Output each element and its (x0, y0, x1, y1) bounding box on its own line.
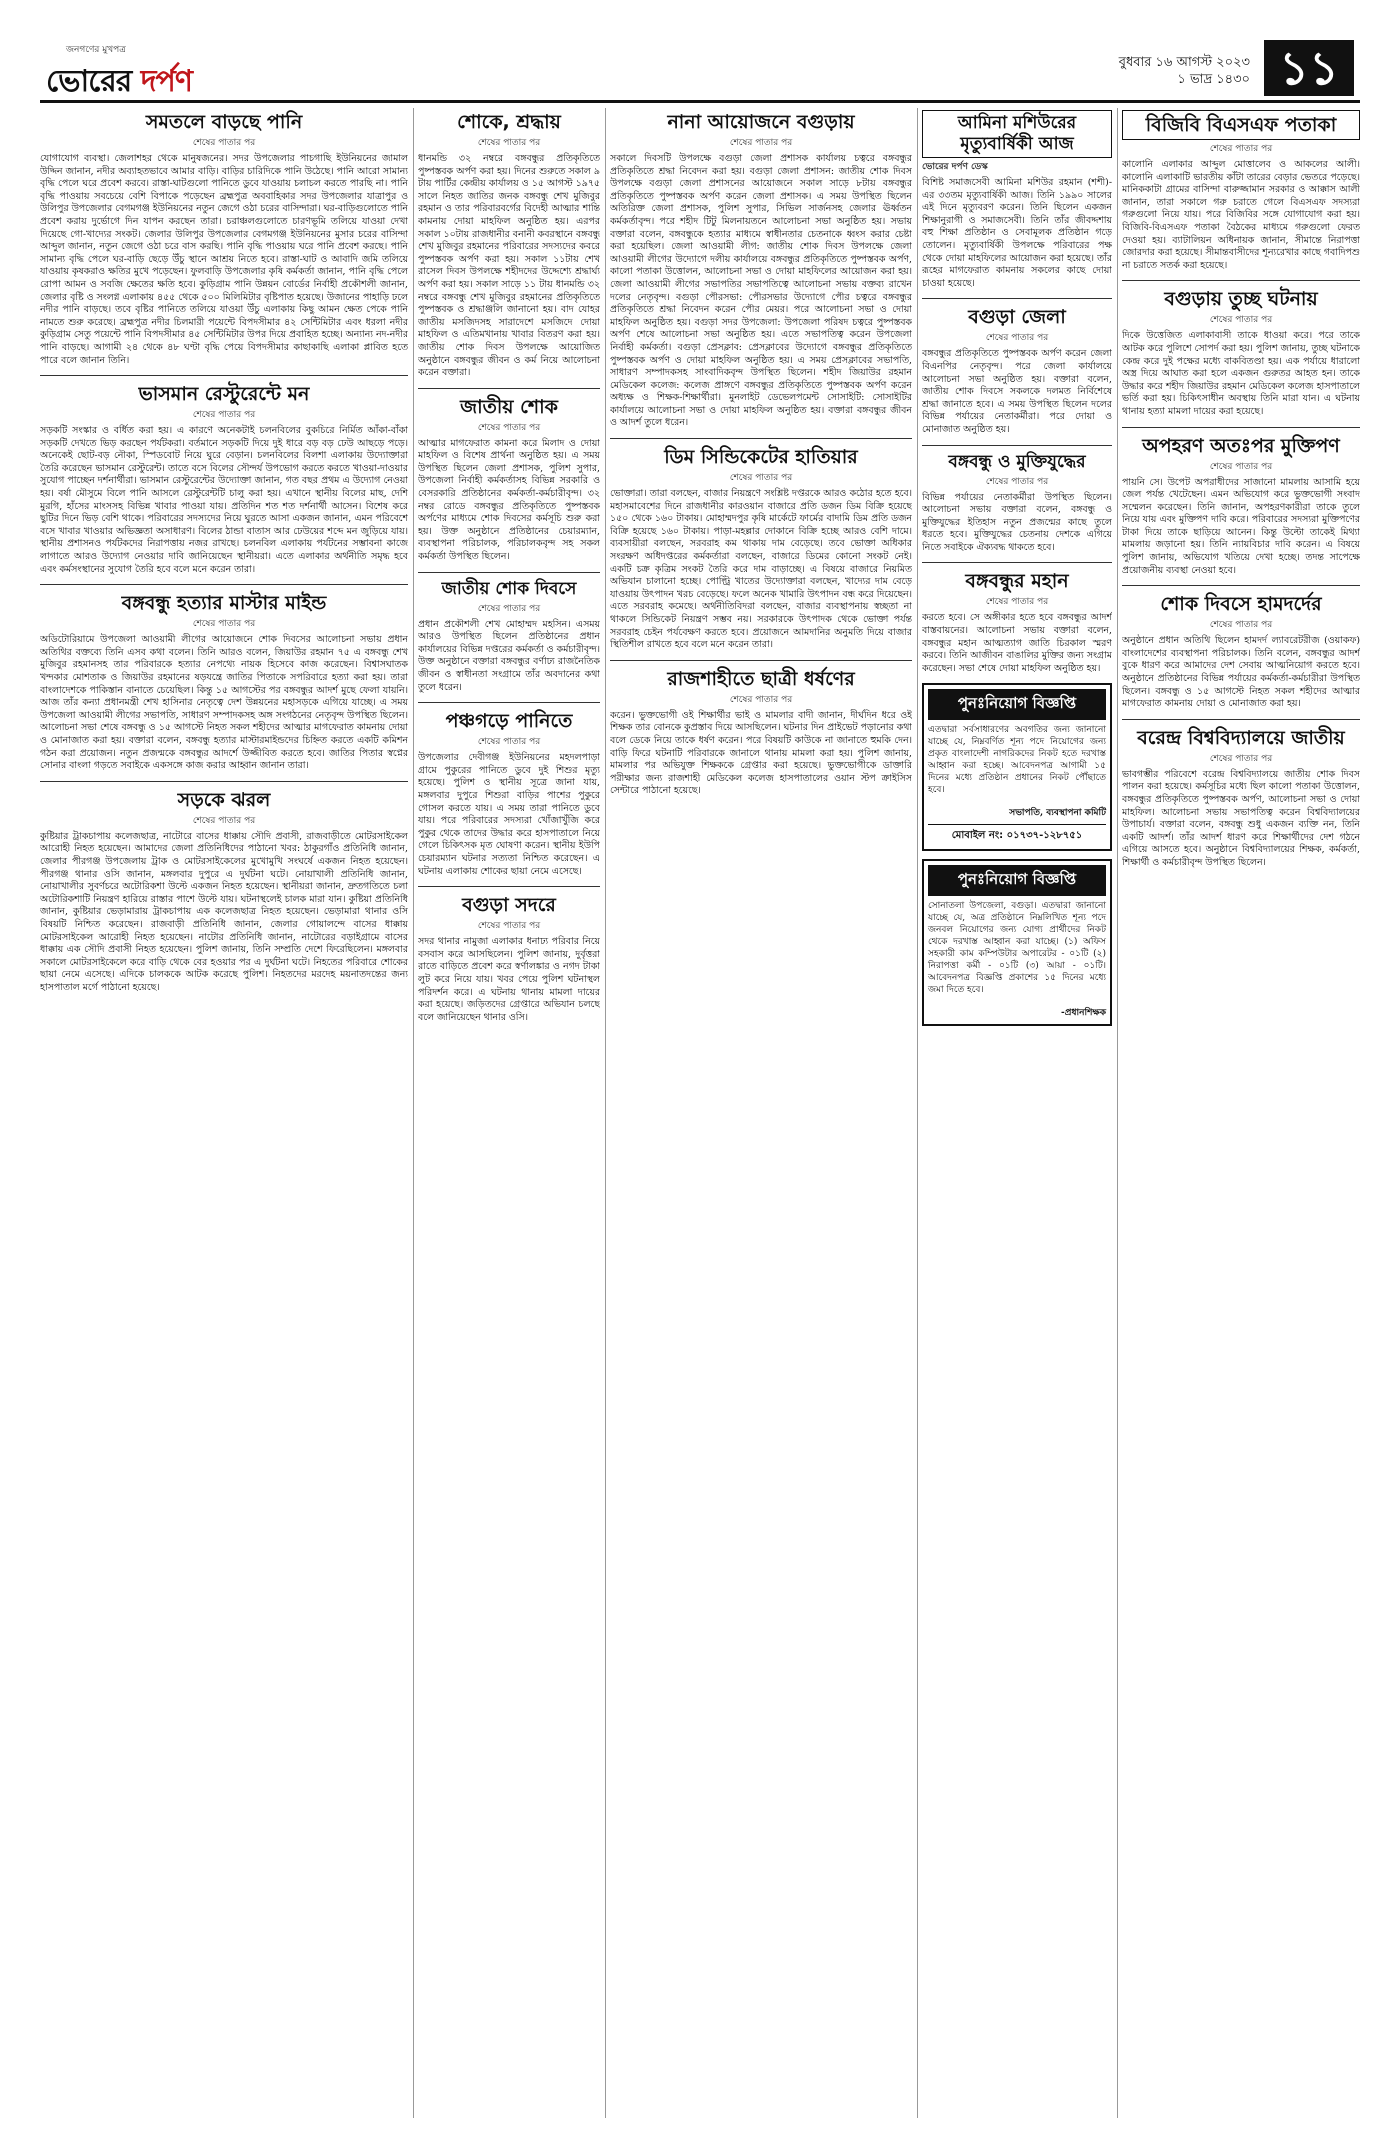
notice-signature: সভাপতি, ব্যবস্থাপনা কমিটি (1009, 808, 1106, 819)
article-liberation-war (922, 452, 1112, 555)
article-shoke-shraddhay (418, 110, 600, 380)
divider (418, 886, 600, 887)
divider (1122, 427, 1360, 428)
article-continued: শেষের পাতার পর (1209, 315, 1273, 326)
article-body: ধানমন্ডি ৩২ নম্বরে বঙ্গবন্ধুর প্রতিকৃতিতে পুষ্পস্তবক অর্পণ করা হয়। দিনের শুরুতে সকাল ৯ টায় পার্টির কেন্দ্রীয় কার্যালয় ও ১৫ আগস্ট ১৯৭৫ সালে নিহত জাতির জনক বঙ্গবন্ধু শেখ মুজিবুর রহমান ও তার পরিবারবর্গের বিদেহী আত্মার শান্তি কামনায় দোয়া মাহফিল অনুষ্ঠিত হয়। এরপর সকাল ১০টায় রাজধানীর বনানী কবরস্থানে বঙ্গবন্ধু শেখ মুজিবুর রহমানের পরিবারের সদস্যদের কবরে পুষ্পস্তবক অর্পণ করা হয়। সকাল ১১টায় শেখ রাসেল দিবস উপলক্ষে শহীদদের উদ্দেশ্যে শ্রদ্ধার্ঘ্য অর্পণ করা হয়। সকাল সাড়ে ১১ টায় ধানমন্ডি ৩২ নম্বরে বঙ্গবন্ধু শেখ মুজিবুর রহমানের প্রতিকৃতিতে পুষ্পস্তবক ও শ্রদ্ধাঞ্জলি জানানো হয়। বাদ যোহর জাতীয় মসজিদসহ সারাদেশে মসজিদে দোয়া মাহফিল ও এতিমখানায় খাবার বিতরণ করা হয়। জাতীয় শোক দিবস উপলক্ষে আয়োজিত অনুষ্ঠানে বঙ্গবন্ধুর জীবন ও কর্ম নিয়ে আলোচনা করেন বক্তারা। (418, 153, 600, 379)
divider (40, 584, 408, 585)
article-headline: সমতলে বাড়ছে পানি (145, 111, 303, 133)
notice-signature: -প্রধানশিক্ষক (1061, 1008, 1106, 1019)
article-body: অনুষ্ঠানে প্রধান অতিথি ছিলেন হামদর্দ ল্যাবরেটরীজ (ওয়াকফ) বাংলাদেশের ব্যবস্থাপনা পরিচালক। তিনি বলেন, বঙ্গবন্ধুর আদর্শ বুকে ধারণ করে আমাদের দেশ সেবায় আত্মনিয়োগ করতে হবে। অনুষ্ঠানে প্রতিষ্ঠানের বিভিন্ন পর্যায়ের কর্মকর্তা-কর্মচারীরা উপস্থিত ছিলেন। বঙ্গবন্ধু ও ১৫ আগস্টে নিহত সকল শহীদের আত্মার মাগফেরাত কামনায় দোয়া ও মোনাজাত করা হয়। (1122, 635, 1360, 710)
column-divider (1117, 108, 1118, 2118)
article-body: দিকে উত্তেজিত এলাকাবাসী তাকে ধাওয়া করে। পরে তাকে আটক করে পুলিশে সোপর্দ করা হয়। পুলিশ জানায়, তুচ্ছ ঘটনাকে কেন্দ্র করে দুই পক্ষের মধ্যে বাকবিতণ্ডা হয়। এক পর্যায়ে ধারালো অস্ত্র দিয়ে আঘাত করা হলে একজন গুরুতর আহত হন। তাকে উদ্ধার করে শহীদ জিয়াউর রহমান মেডিকেল কলেজ হাসপাতালে ভর্তি করা হয়। চিকিৎসাধীন অবস্থায় তিনি মারা যান। এ ঘটনায় থানায় হত্যা মামলা দায়ের করা হয়েছে। (1122, 330, 1360, 417)
article-headline: সড়কে ঝরল (177, 788, 271, 811)
article-headline: জাতীয় শোক (460, 395, 558, 418)
article-continued: শেষের পাতার পর (477, 138, 541, 148)
article-body: সড়কটি সংস্কার ও বর্ধিত করা হয়। এ কারণে অনেকটাই চলনবিলের বুকচিরে নির্মিত আঁকা-বাঁকা সড়কটি দেখতে ভিড় করছেন পর্যটকরা। বর্তমানে সড়কটি দিয়ে দুই ধারে বড় বড় ঢেউ আছড়ে পড়ে। অনেকেই ছোট-বড় নৌকা, স্পিডবোট নিয়ে ঘুরে বেড়ান। চলনবিলের বিলশা এলাকায় উদ্যোক্তারা তৈরি করেছেন ভাসমান রেস্টুরেন্ট। তাতে বসে বিলের সৌন্দর্য উপভোগ করতে করতে খাওয়া-দাওয়ার সুযোগ পাচ্ছেন দর্শনার্থীরা। ভাসমান রেস্টুরেন্টের উদ্যোক্তা জানান, গত বছর প্রথম এ উদ্যোগ নেওয়া হয়। বর্ষা মৌসুমে বিলে পানি আসলে রেস্টুরেন্টটি চালু করা হয়। এখানে স্থানীয় বিলের মাছ, দেশি মুরগি, হাঁসের মাংসসহ বিভিন্ন খাবার পাওয়া যায়। প্রতিদিন শত শত দর্শনার্থী আসেন। বিশেষ করে ছুটির দিনে ভিড় বেশি থাকে। পরিবারের সদস্যদের নিয়ে ঘুরতে আসা একজন জানান, এমন পরিবেশে বসে খাবার খাওয়ার অভিজ্ঞতা অসাধারণ। বিলের ঠান্ডা বাতাস আর ঢেউয়ের শব্দে মন জুড়িয়ে যায়। স্থানীয় প্রশাসনও পর্যটকদের নিরাপত্তায় নজর রাখছে। চলনবিল এলাকায় পর্যটনের সম্ভাবনা কাজে লাগাতে আরও উদ্যোগ নেওয়ার দাবি জানিয়েছেন স্থানীয়রা। এতে এলাকার অর্থনীতি সমৃদ্ধ হবে এবং কর্মসংস্থানের সুযোগ তৈরি হবে বলে মনে করেন তারা। (40, 425, 408, 575)
article-body: করতে হবে। সে অঙ্গীকার হতে হবে বঙ্গবন্ধুর আদর্শ বাস্তবায়নের। আলোচনা সভায় বক্তারা বলেন, বঙ্গবন্ধুর মহান আত্মত্যাগ জাতি চিরকাল স্মরণ করবে। তিনি আজীবন বাঙালির মুক্তির জন্য সংগ্রাম করেছেন। সভা শেষে দোয়া মাহফিল অনুষ্ঠিত হয়। (922, 612, 1112, 674)
article-headline: বিজিবি বিএসএফ পতাকা (1122, 110, 1360, 140)
article-continued: শেষের পাতার পর (192, 138, 256, 148)
divider (40, 781, 408, 782)
divider (610, 660, 912, 661)
article-road-accident (40, 788, 408, 995)
article-headline: নানা আয়োজনে বগুড়ায় (667, 111, 855, 133)
article-bangabandhu-great (922, 569, 1112, 675)
article-body: বঙ্গবন্ধুর প্রতিকৃতিতে পুষ্পস্তবক অর্পণ করেন জেলা বিএনপির নেতৃবৃন্দ। পরে জেলা কার্যালয়ে আলোচনা সভা অনুষ্ঠিত হয়। বক্তারা বলেন, জাতীয় শোক দিবসে সকলকে দলমত নির্বিশেষে শ্রদ্ধা জানাতে হবে। এ সময় উপস্থিত ছিলেন দলের বিভিন্ন পর্যায়ের নেতাকর্মীরা। পরে দোয়া ও মোনাজাত অনুষ্ঠিত হয়। (922, 348, 1112, 435)
article-hamdard (1122, 592, 1360, 711)
issue-dates (1119, 54, 1250, 88)
article-shok-dibose (418, 579, 600, 695)
column-1 (40, 108, 408, 2118)
article-body: আত্মার মাগফেরাত কামনা করে মিলাদ ও দোয়া মাহফিল ও বিশেষ প্রার্থনা অনুষ্ঠিত হয়। এ সময় উপস্থিত ছিলেন জেলা প্রশাসক, পুলিশ সুপার, উপজেলা নির্বাহী কর্মকর্তাসহ বিভিন্ন সরকারি ও বেসরকারি প্রতিষ্ঠানের কর্মকর্তা-কর্মচারীবৃন্দ। ৩২ নম্বর রোডে বঙ্গবন্ধুর প্রতিকৃতিতে পুষ্পস্তবক অর্পণের মাধ্যমে শোক দিবসের কর্মসূচি শুরু করা হয়। উক্ত অনুষ্ঠানে প্রতিষ্ঠানের চেয়ারম্যান, ব্যবস্থাপনা পরিচালক, পরিচালকবৃন্দ সহ সকল কর্মকর্তা উপস্থিত ছিলেন। (418, 437, 600, 563)
article-bgb-bsf (1122, 110, 1360, 272)
article-headline: অপহরণ অতঃপর মুক্তিপণ (1142, 434, 1340, 457)
issue-date-bangla: ১ ভাদ্র ১৪৩০ (1177, 72, 1250, 87)
masthead (40, 40, 1360, 103)
notice-mobile: মোবাইল নং: ০১৭৩৭-১২৮৭৫১ (928, 824, 1106, 845)
article-headline: বগুড়ায় তুচ্ছ ঘটনায় (1164, 288, 1318, 311)
article-somotole (40, 110, 408, 367)
article-mastermind (40, 591, 408, 773)
column-5 (1122, 108, 1360, 2118)
article-body: উপজেলার দেবীগঞ্জ ইউনিয়নের মহদলপাড়া গ্রামে পুকুরের পানিতে ডুবে দুই শিশুর মৃত্যু হয়েছে। পুলিশ ও স্থানীয় সূত্রে জানা যায়, মঙ্গলবার দুপুরে শিশুরা বাড়ির পাশের পুকুরে গোসল করতে যায়। এ সময় তারা পানিতে ডুবে যায়। পরে পরিবারের সদস্যরা খোঁজাখুঁজি করে পুকুর থেকে তাদের উদ্ধার করে হাসপাতালে নিয়ে গেলে চিকিৎসক মৃত ঘোষণা করেন। স্থানীয় ইউপি চেয়ারম্যান ঘটনার সত্যতা নিশ্চিত করেছেন। এ ঘটনায় এলাকায় শোকের ছায়া নেমে এসেছে। (418, 752, 600, 877)
article-rajshahi (610, 667, 912, 798)
article-body: সদর থানার নামুজা এলাকার ধনাঢ্য পরিবার নিয়ে বসবাস করে আসছিলেন। পুলিশ জানায়, দুর্বৃত্তরা রাতে বাড়িতে প্রবেশ করে স্বর্ণালঙ্কার ও নগদ টাকা লুট করে নিয়ে যায়। খবর পেয়ে পুলিশ ঘটনাস্থল পরিদর্শন করে। এ ঘটনায় থানায় মামলা দায়ের করা হয়েছে। জড়িতদের গ্রেপ্তারে অভিযান চলছে বলে জানিয়েছেন থানার ওসি। (418, 936, 600, 1023)
article-floating-restaurant (40, 382, 408, 576)
article-bogura-sadar (418, 893, 600, 1024)
article-headline: ডিম সিন্ডিকেটের হাতিয়ার (664, 446, 858, 469)
article-continued: শেষের পাতার পর (477, 603, 541, 614)
article-continued: শেষের পাতার পর (1209, 753, 1273, 764)
article-body: পায়নি সে। উপেট অপরাধীদের সাজানো মামলায় আসামি হয়ে জেল পর্যন্ত খেটেছেন। এমন অভিযোগ করে ভুক্তভোগী সংবাদ সম্মেলন করেছেন। তিনি জানান, অপহরণকারীরা তাকে তুলে নিয়ে যায় এবং মুক্তিপণ দাবি করে। পরিবারের সদস্যরা মুক্তিপণের টাকা দিয়ে তাকে ছাড়িয়ে আনেন। কিন্তু উল্টো তাকেই মিথ্যা মামলায় জড়ানো হয়। তিনি ন্যায়বিচার দাবি করেন। এ বিষয়ে পুলিশ জানায়, অভিযোগ খতিয়ে দেখা হচ্ছে। তদন্ত সাপেক্ষে প্রয়োজনীয় ব্যবস্থা নেওয়া হবে। (1122, 476, 1360, 576)
article-body: কালোনি এলাকার আব্দুল মোত্তালেব ও আকলের আলী। কালোনি এলাকাটি ভারতীয় কাঁটা তারের বেড়ার ভেতরে পড়েছে। মানিককাটা গ্রামের বাসিন্দা বারুজ্জামান সরকার ও আক্কাস আলী জানান, তারা সকালে গরু চরাতে গেলে বিএসএফ সদস্যরা গরুগুলো নিয়ে যায়। পরে বিজিবির সঙ্গে যোগাযোগ করা হয়। বিজিবি-বিএসএফ পতাকা বৈঠকের মাধ্যমে গরুগুলো ফেরত দেওয়া হয়। ব্যাটালিয়ন অধিনায়ক জানান, সীমান্তে নিরাপত্তা জোরদার করা হয়েছে। সীমান্তবাসীদের শূন্যরেখার কাছে গবাদিপশু না চরাতে সতর্ক করা হয়েছে। (1122, 159, 1360, 271)
column-3 (610, 108, 912, 2118)
article-headline: শোক দিবসে হামদর্দের (1160, 593, 1322, 616)
article-body: অডিটোরিয়ামে উপজেলা আওয়ামী লীগের আয়োজনে শোক দিবসের আলোচনা সভায় প্রধান অতিথির বক্তব্যে তিনি এসব কথা বলেন। তিনি আরও বলেন, জিয়াউর রহমান ৭৫ এ বঙ্গবন্ধু শেখ মুজিবুর রহমানসহ তার পরিবারকে হত্যার নেপথ্যে নায়ক হিসেবে কাজ করেছেন। বিশ্বাসঘাতক খন্দকার মোশতাক ও জিয়াউর রহমানের ষড়যন্ত্রে জাতির পিতাকে সপরিবারে হত্যা করা হয়। তারা বাংলাদেশকে পাকিস্তান বানাতে চেয়েছিল। কিন্তু ১৫ আগস্টের পর বঙ্গবন্ধুর আদর্শ মুছে ফেলা যায়নি। আজ তাঁর কন্যা প্রধানমন্ত্রী শেখ হাসিনার নেতৃত্বে দেশ উন্নয়নের মহাসড়কে এগিয়ে যাচ্ছে। এ সময় উপজেলা আওয়ামী লীগের সভাপতি, সাধারণ সম্পাদকসহ অঙ্গ সংগঠনের নেতৃবৃন্দ উপস্থিত ছিলেন। আলোচনা সভা শেষে বঙ্গবন্ধু ও ১৫ আগস্টে নিহত সকল শহীদের আত্মার মাগফেরাত কামনায় দোয়া ও মোনাজাত করা হয়। বক্তারা বলেন, বঙ্গবন্ধু হত্যার মাস্টারমাইন্ডদের চিহ্নিত করতে একটি কমিশন গঠন করা প্রয়োজন। নতুন প্রজন্মকে বঙ্গবন্ধুর আদর্শে উজ্জীবিত করতে হবে। জাতির পিতার স্বপ্নের সোনার বাংলা গড়তে সবাইকে একসঙ্গে কাজ করার আহ্বান জানান তারা। (40, 634, 408, 772)
article-headline: শোকে, শ্রদ্ধায় (457, 111, 561, 133)
article-continued: শেষের পাতার পর (192, 815, 256, 826)
article-continued: শেষের পাতার পর (985, 333, 1049, 344)
article-egg-syndicate (610, 445, 912, 652)
article-bogura-trivial (1122, 287, 1360, 418)
divider (1122, 280, 1360, 281)
divider (922, 445, 1112, 446)
article-continued: শেষের পাতার পর (729, 473, 793, 484)
article-panchagarh (418, 709, 600, 878)
article-continued: শেষের পাতার পর (1209, 144, 1273, 154)
divider (418, 572, 600, 573)
article-continued: শেষের পাতার পর (729, 694, 793, 705)
issue-date: বুধবার ১৬ আগস্ট ২০২৩ (1118, 55, 1250, 70)
recruitment-notice (922, 859, 1112, 1026)
article-continued: শেষের পাতার পর (729, 138, 793, 148)
article-headline: রাজশাহীতে ছাত্রী ধর্ষণের (667, 667, 855, 690)
article-body: কুষ্টিয়ার ট্রাকচাপায় কলেজছাত্র, নাটোরে বাসের ধাক্কায় সৌদি প্রবাসী, রাজবাড়ীতে মোটরসাইকেল আরোহী নিহত হয়েছেন। আমাদের জেলা প্রতিনিধিদের পাঠানো খবর: ঠাকুরগাঁও প্রতিনিধি জানান, জেলার পীরগঞ্জ উপজেলায় ট্রাক ও মোটরসাইকেলের মুখোমুখি সংঘর্ষে একজন নিহত হয়েছেন। পীরগঞ্জ থানার ওসি জানান, মঙ্গলবার দুপুরে এ দুর্ঘটনা ঘটে। নোয়াখালী প্রতিনিধি জানান, নোয়াখালীর সুবর্ণচরে অটোরিকশা উল্টে একজন নিহত হয়েছেন। স্থানীয়রা জানান, দ্রুতগতিতে চলা অটোরিকশাটি নিয়ন্ত্রণ হারিয়ে রাস্তার পাশে উল্টে যায়। ঘটনাস্থলেই চালক মারা যান। কুষ্টিয়া প্রতিনিধি জানান, কুষ্টিয়ার ভেড়ামারায় ট্রাকচাপায় এক কলেজছাত্র নিহত হয়েছেন। ভেড়ামারা থানার ওসি বিষয়টি নিশ্চিত করেছেন। রাজবাড়ী প্রতিনিধি জানান, জেলার গোয়ালন্দে বাসের ধাক্কায় মোটরসাইকেল আরোহী নিহত হয়েছেন। নাটোর প্রতিনিধি জানান, নাটোরের বড়াইগ্রামে বাসের ধাক্কায় এক সৌদি প্রবাসী নিহত হয়েছেন। পুলিশ জানায়, তিনি সম্প্রতি দেশে ফিরেছিলেন। মঙ্গলবার সকালে মোটরসাইকেলে করে বাড়ি থেকে বের হওয়ার পর এ দুর্ঘটনা ঘটে। নিহতের পরিবারে শোকের ছায়া নেমে এসেছে। এদিকে চালককে আটক করেছে পুলিশ। নিহতদের মরদেহ ময়নাতদন্তের জন্য হাসপাতাল মর্গে পাঠানো হয়েছে। (40, 830, 408, 993)
article-headline: বগুড়া জেলা (968, 306, 1066, 329)
article-byline: ভোরের দর্পণ ডেস্ক (922, 162, 988, 172)
divider (922, 298, 1112, 299)
article-headline: পঞ্চগড়ে পানিতে (445, 710, 573, 733)
divider (1122, 585, 1360, 586)
divider (418, 388, 600, 389)
article-continued: শেষের পাতার পর (985, 476, 1049, 487)
article-body: করেন। ভুক্তভোগী ওই শিক্ষার্থীর ভাই ও মামলার বাদী জানান, দীর্ঘদিন ধরে ওই শিক্ষক তার বোনকে কুপ্রস্তাব দিয়ে আসছিলেন। ঘটনার দিন প্রাইভেট পড়ানোর কথা বলে ডেকে নিয়ে তাকে ধর্ষণ করেন। পরে বিষয়টি কাউকে না জানাতে হুমকি দেন। বাড়ি ফিরে ঘটনাটি পরিবারকে জানালে থানায় মামলা করা হয়। পুলিশ জানায়, মামলার পর অভিযুক্ত শিক্ষককে গ্রেপ্তার করা হয়েছে। ভুক্তভোগীকে ডাক্তারি পরীক্ষার জন্য রাজশাহী মেডিকেল কলেজ হাসপাতালের ওয়ান স্টপ ক্রাইসিস সেন্টারে পাঠানো হয়েছে। (610, 709, 912, 797)
article-amina-anniversary (922, 110, 1112, 290)
article-headline: বরেন্দ্র বিশ্ববিদ্যালয়ে জাতীয় (1137, 726, 1345, 749)
article-body: প্রধান প্রকৌশলী শেখ মোহাম্মদ মহসিন। এসময় আরও উপস্থিত ছিলেন প্রতিষ্ঠানের প্রধান কার্যালয়ের বিভিন্ন দপ্তরের কর্মকর্তা ও কর্মচারীবৃন্দ। উক্ত অনুষ্ঠানে বক্তারা বঙ্গবন্ধুর বর্ণাঢ্য রাজনৈতিক জীবন ও স্বাধীনতা সংগ্রামে তাঁর অবদানের কথা তুলে ধরেন। (418, 618, 600, 693)
article-body: ভাবগম্ভীর পরিবেশে বরেন্দ্র বিশ্ববিদ্যালয়ে জাতীয় শোক দিবস পালন করা হয়েছে। কর্মসূচির মধ্যে ছিল কালো পতাকা উত্তোলন, বঙ্গবন্ধুর প্রতিকৃতিতে পুষ্পস্তবক অর্পণ, আলোচনা সভা ও দোয়া মাহফিল। আলোচনা সভায় সভাপতিত্ব করেন বিশ্ববিদ্যালয়ের উপাচার্য। বক্তারা বলেন, বঙ্গবন্ধু শুধু একজন ব্যক্তি নন, তিনি একটি আদর্শ। তাঁর আদর্শ ধারণ করে শিক্ষার্থীদের দেশ গঠনে এগিয়ে আসতে হবে। অনুষ্ঠানে বিশ্ববিদ্যালয়ের শিক্ষক, কর্মকর্তা, শিক্ষার্থী ও কর্মচারীবৃন্দ উপস্থিত ছিলেন। (1122, 768, 1360, 868)
notice-body: এতদ্বারা সর্বসাধারণের অবগতির জন্য জানানো যাচ্ছে যে, নিম্নবর্ণিত শূন্য পদে নিয়োগের জন্য প্রকৃত বাংলাদেশী নাগরিকদের নিকট হতে দরখাস্ত আহ্বান করা হচ্ছে। আবেদনপত্র আগামী ১৫ দিনের মধ্যে প্রতিষ্ঠান প্রধানের নিকট পৌঁছাতে হবে। (928, 725, 1106, 796)
article-body: সকালে দিবসটি উপলক্ষে বগুড়া জেলা প্রশাসক কার্যালয় চত্বরে বঙ্গবন্ধুর প্রতিকৃতিতে শ্রদ্ধা নিবেদন করা হয়। বগুড়া জেলা প্রশাসন: জাতীয় শোক দিবস উপলক্ষে বগুড়া জেলা প্রশাসনের আয়োজনে সকাল সাড়ে ৮টায় বঙ্গবন্ধুর প্রতিকৃতিতে পুষ্পস্তবক অর্পণ করেন জেলা প্রশাসক। এ সময় উপস্থিত ছিলেন অতিরিক্ত জেলা প্রশাসক, পুলিশ সুপার, সিভিল সার্জনসহ জেলার ঊর্ধ্বতন কর্মকর্তাবৃন্দ। পরে শহীদ টিটু মিলনায়তনে আলোচনা সভা অনুষ্ঠিত হয়। সভায় বক্তারা বলেন, বঙ্গবন্ধুকে হত্যার মাধ্যমে স্বাধীনতার চেতনাকে ধ্বংস করার চেষ্টা করা হয়েছিল। জেলা আওয়ামী লীগ: জাতীয় শোক দিবস উপলক্ষে জেলা আওয়ামী লীগের উদ্যোগে দলীয় কার্যালয়ে বঙ্গবন্ধুর প্রতিকৃতিতে পুষ্পস্তবক অর্পণ, কালো পতাকা উত্তোলন, আলোচনা সভা ও দোয়া মাহফিলের আয়োজন করা হয়। জেলা আওয়ামী লীগের সভাপতির সভাপতিত্বে আলোচনা সভায় বক্তব্য রাখেন দলের নেতৃবৃন্দ। বগুড়া পৌরসভা: পৌরসভার উদ্যোগে পৌর চত্বরে বঙ্গবন্ধুর প্রতিকৃতিতে শ্রদ্ধা নিবেদন করেন পৌর মেয়র। পরে আলোচনা সভা ও দোয়া মাহফিল অনুষ্ঠিত হয়। বগুড়া সদর উপজেলা: উপজেলা পরিষদ চত্বরে পুষ্পস্তবক অর্পণ শেষে আলোচনা সভা অনুষ্ঠিত হয়। এতে সভাপতিত্ব করেন উপজেলা নির্বাহী কর্মকর্তা। বগুড়া প্রেসক্লাব: প্রেসক্লাবের উদ্যোগে বঙ্গবন্ধুর প্রতিকৃতিতে পুষ্পস্তবক অর্পণ ও দোয়া মাহফিল অনুষ্ঠিত হয়। এ সময় প্রেসক্লাবের সভাপতি, সাধারণ সম্পাদকসহ সাংবাদিকবৃন্দ উপস্থিত ছিলেন। শহীদ জিয়াউর রহমান মেডিকেল কলেজ: কলেজ প্রাঙ্গণে বঙ্গবন্ধুর প্রতিকৃতিতে পুষ্পস্তবক অর্পণ করেন অধ্যক্ষ ও শিক্ষক-শিক্ষার্থীরা। মুনলাইট ডেভেলপমেন্ট সোসাইটি: সোসাইটির কার্যালয়ে আলোচনা সভা ও দোয়া মাহফিল অনুষ্ঠিত হয়। বক্তারা বঙ্গবন্ধুর জীবন ও আদর্শ তুলে ধরেন। (610, 153, 912, 429)
page-columns (40, 108, 1360, 2118)
column-divider (413, 108, 414, 2118)
article-bogura-district (922, 305, 1112, 436)
column-4 (922, 108, 1112, 2118)
notice-title: পুনঃনিয়োগ বিজ্ঞপ্তি (928, 865, 1106, 896)
article-headline: বঙ্গবন্ধু ও মুক্তিযুদ্ধের (948, 451, 1086, 472)
logo-tagline: জনগণের মুখপত্র (66, 45, 126, 55)
article-continued: শেষের পাতার পর (477, 422, 541, 433)
logo-name: ভোরের দর্পণ (46, 64, 192, 99)
article-headline: ভাসমান রেস্টুরেন্টে মন (138, 383, 310, 406)
article-body: যোগাযোগ ব্যবস্থা। জেলাশহর থেকে মানুষজনের। সদর উপজেলার পাচগাছি ইউনিয়নের জামাল উদ্দিন জানান, নদীর অব্যাহতভাবে আমার বাড়ি। বাড়ির চারিদিকে পানি উঠেছে। পানি আরো সামান্য বৃদ্ধি পেলে ঘরে প্রবেশ করবে। রাস্তা-ঘাটগুলো পানিতে ডুবে যাওয়ায় চলাচল করতে পারছি না। পানি বৃদ্ধি পাওয়ায় সবচেয়ে বেশি বিপাকে পড়েছেন ব্রহ্মপুত্র অববাহিকার সদর উপজেলার যাত্রাপুর ও উলিপুর উপজেলার বেগমগঞ্জ ইউনিয়নের নতুন জেগে ওঠা চরের বাসিন্দারা। ঘর-বাড়িগুলোতে পানি প্রবেশ করায় দুর্ভোগে দিন যাপন করছেন তারা। চরাঞ্চলগুলোতে চারণভূমি তলিয়ে যাওয়া দেখা দিয়েছে গো-খাদ্যের সংকট। জেলার উলিপুর উপজেলার বেগমগঞ্জ ইউনিয়নের মুসার চরের বাসিন্দা আব্দুল জানান, নতুন জেগে ওঠা চরে বাস করছি। পানি বৃদ্ধি পাওয়ায় ঘরে পানি প্রবেশ করছে। পানি সামান্য বৃদ্ধি পেলে ঘর-বাড়ি ছেড়ে উঁচু স্থানে আশ্রয় নিতে হবে। রাস্তা-ঘাট ও আবাদি জমি তলিয়ে যাওয়ায় কৃষকরাও ক্ষতির মুখে পড়েছেন। ফুলবাড়ি উপজেলার কৃষি কর্মকর্তা জানান, পানি বৃদ্ধি পেলে রোপা আমন ও সবজি ক্ষেতের ক্ষতি হবে। কুড়িগ্রাম পানি উন্নয়ন বোর্ডের নির্বাহী প্রকৌশলী জানান, জেলার বৃষ্টি ও সংলগ্ন এলাকায় ৪৫৫ থেকে ৫০০ মিলিমিটার বৃষ্টিপাত হয়েছে। উজানের পাহাড়ি ঢলে নদীর পানি বাড়ছে। তবে বৃষ্টির পানিতে তলিয়ে যাওয়া উঁচু এলাকায় কিছু আমন ক্ষেত পেকে পানি নামতে শুরু করেছে। ব্রহ্মপুত্র নদীর চিলমারী পয়েন্টে বিপদসীমার ৪২ সেন্টিমিটার এবং ধরলা নদীর কুড়িগ্রাম সেতু পয়েন্টে পানি বিপদসীমার ৪৫ সেন্টিমিটার উপর দিয়ে প্রবাহিত হচ্ছে। অন্যান্য নদ-নদীর পানি বাড়ছে। আগামী ২৪ থেকে ৪৮ ঘণ্টা বৃদ্ধি পেয়ে বিপদসীমার কাছাকাছি এলাকা প্লাবিত হতে পারে বলে জানান তিনি। (40, 153, 408, 366)
article-jatiyo-shok (418, 395, 600, 564)
article-headline: বঙ্গবন্ধুর মহান (965, 570, 1069, 593)
article-continued: শেষের পাতার পর (192, 410, 256, 421)
article-headline: আমিনা মশিউরের মৃত্যুবার্ষিকী আজ (922, 110, 1112, 158)
column-divider (605, 108, 606, 2118)
article-body: ভোক্তারা। তারা বলছেন, বাজার নিয়ন্ত্রণে সংশ্লিষ্ট দপ্তরকে আরও কঠোর হতে হবে। মহাসমাবেশের দিনে রাজধানীর কারওয়ান বাজারে প্রতি ডজন ডিম বিক্রি হয়েছে ১৫০ থেকে ১৬০ টাকায়। মোহাম্মদপুর কৃষি মার্কেটে ফার্মের বাদামি ডিম প্রতি ডজন বিক্রি হয়েছে ১৬০ টাকায়। পাড়া-মহল্লার দোকানে বিক্রি হচ্ছে আরও বেশি দামে। ব্যবসায়ীরা বলছেন, সরবরাহ কম থাকায় দাম বেড়েছে। তবে ভোক্তা অধিকার সংরক্ষণ অধিদপ্তরের কর্মকর্তারা বলছেন, বাজারে ডিমের কোনো সংকট নেই। একটি চক্র কৃত্রিম সংকট তৈরি করে দাম বাড়াচ্ছে। এ বিষয়ে বাজারে নিয়মিত অভিযান চালানো হচ্ছে। পোল্ট্রি খাতের উদ্যোক্তারা বলছেন, খাদ্যের দাম বেড়ে যাওয়ায় উৎপাদন খরচ বেড়েছে। ফলে অনেক খামারি উৎপাদন বন্ধ করে দিয়েছেন। এতে সরবরাহ কমেছে। অর্থনীতিবিদরা বলছেন, বাজার ব্যবস্থাপনায় স্বচ্ছতা না থাকলে সিন্ডিকেট নিয়ন্ত্রণ সম্ভব নয়। সরকারকে উৎপাদক থেকে ভোক্তা পর্যন্ত সরবরাহ চেইন পর্যবেক্ষণ করতে হবে। প্রয়োজনে আমদানির অনুমতি দিয়ে বাজার স্থিতিশীল রাখতে হবে বলে মনে করেন তারা। (610, 488, 912, 651)
divider (40, 375, 408, 376)
article-continued: শেষের পাতার পর (1209, 620, 1273, 631)
divider (922, 562, 1112, 563)
article-body: বিভিন্ন পর্যায়ের নেতাকর্মীরা উপস্থিত ছিলেন। আলোচনা সভায় বক্তারা বলেন, বঙ্গবন্ধু ও মুক্তিযুদ্ধের ইতিহাস নতুন প্রজন্মের কাছে তুলে ধরতে হবে। মুক্তিযুদ্ধের চেতনায় দেশকে এগিয়ে নিতে সবাইকে ঐক্যবদ্ধ থাকতে হবে। (922, 491, 1112, 553)
divider (418, 702, 600, 703)
divider (1122, 719, 1360, 720)
article-kidnap (1122, 434, 1360, 578)
article-headline: বঙ্গবন্ধু হত্যার মাস্টার মাইন্ড (121, 592, 327, 615)
article-continued: শেষের পাতার পর (985, 597, 1049, 608)
article-barind-university (1122, 726, 1360, 870)
article-body: বিশিষ্ট সমাজসেবী আমিনা মশিউর রহমান (শশী)-এর ৩৩তম মৃত্যুবার্ষিকী আজ। তিনি ১৯৯০ সালের এই দিনে মৃত্যুবরণ করেন। তিনি ছিলেন একজন শিক্ষানুরাগী ও সমাজসেবী। তিনি তাঁর জীবদ্দশায় বহু শিক্ষা প্রতিষ্ঠান ও সেবামূলক প্রতিষ্ঠান গড়ে তোলেন। মৃত্যুবার্ষিকী উপলক্ষে পরিবারের পক্ষ থেকে দোয়া মাহফিলের আয়োজন করা হয়েছে। তাঁর রূহের মাগফেরাত কামনায় সকলের কাছে দোয়া চাওয়া হয়েছে। (922, 177, 1112, 289)
page-number: ১১ (1264, 40, 1354, 96)
article-headline: বগুড়া সদরে (462, 894, 556, 917)
article-continued: শেষের পাতার পর (192, 619, 256, 630)
divider (610, 438, 912, 439)
recruitment-notice (922, 683, 1112, 851)
column-divider (917, 108, 918, 2118)
column-2 (418, 108, 600, 2118)
article-continued: শেষের পাতার পর (477, 737, 541, 748)
article-continued: শেষের পাতার পর (477, 921, 541, 932)
article-bogura-events (610, 110, 912, 430)
notice-title: পুনঃনিয়োগ বিজ্ঞপ্তি (928, 689, 1106, 720)
notice-body: সোনাতলা উপজেলা, বগুড়া। এতদ্বারা জানানো যাচ্ছে যে, অত্র প্রতিষ্ঠানে নিম্নলিখিত শূন্য পদে জনবল নিয়োগের জন্য যোগ্য প্রার্থীদের নিকট থেকে দরখাস্ত আহ্বান করা যাচ্ছে। (১) অফিস সহকারী কাম কম্পিউটার অপারেটর - ০১টি (২) নিরাপত্তা কর্মী - ০১টি (৩) আয়া - ০১টি। আবেদনপত্র বিজ্ঞপ্তি প্রকাশের ১৫ দিনের মধ্যে জমা দিতে হবে। (928, 901, 1106, 996)
article-continued: শেষের পাতার পর (1209, 461, 1273, 472)
newspaper-logo (46, 42, 192, 108)
article-headline: জাতীয় শোক দিবসে (441, 578, 577, 599)
